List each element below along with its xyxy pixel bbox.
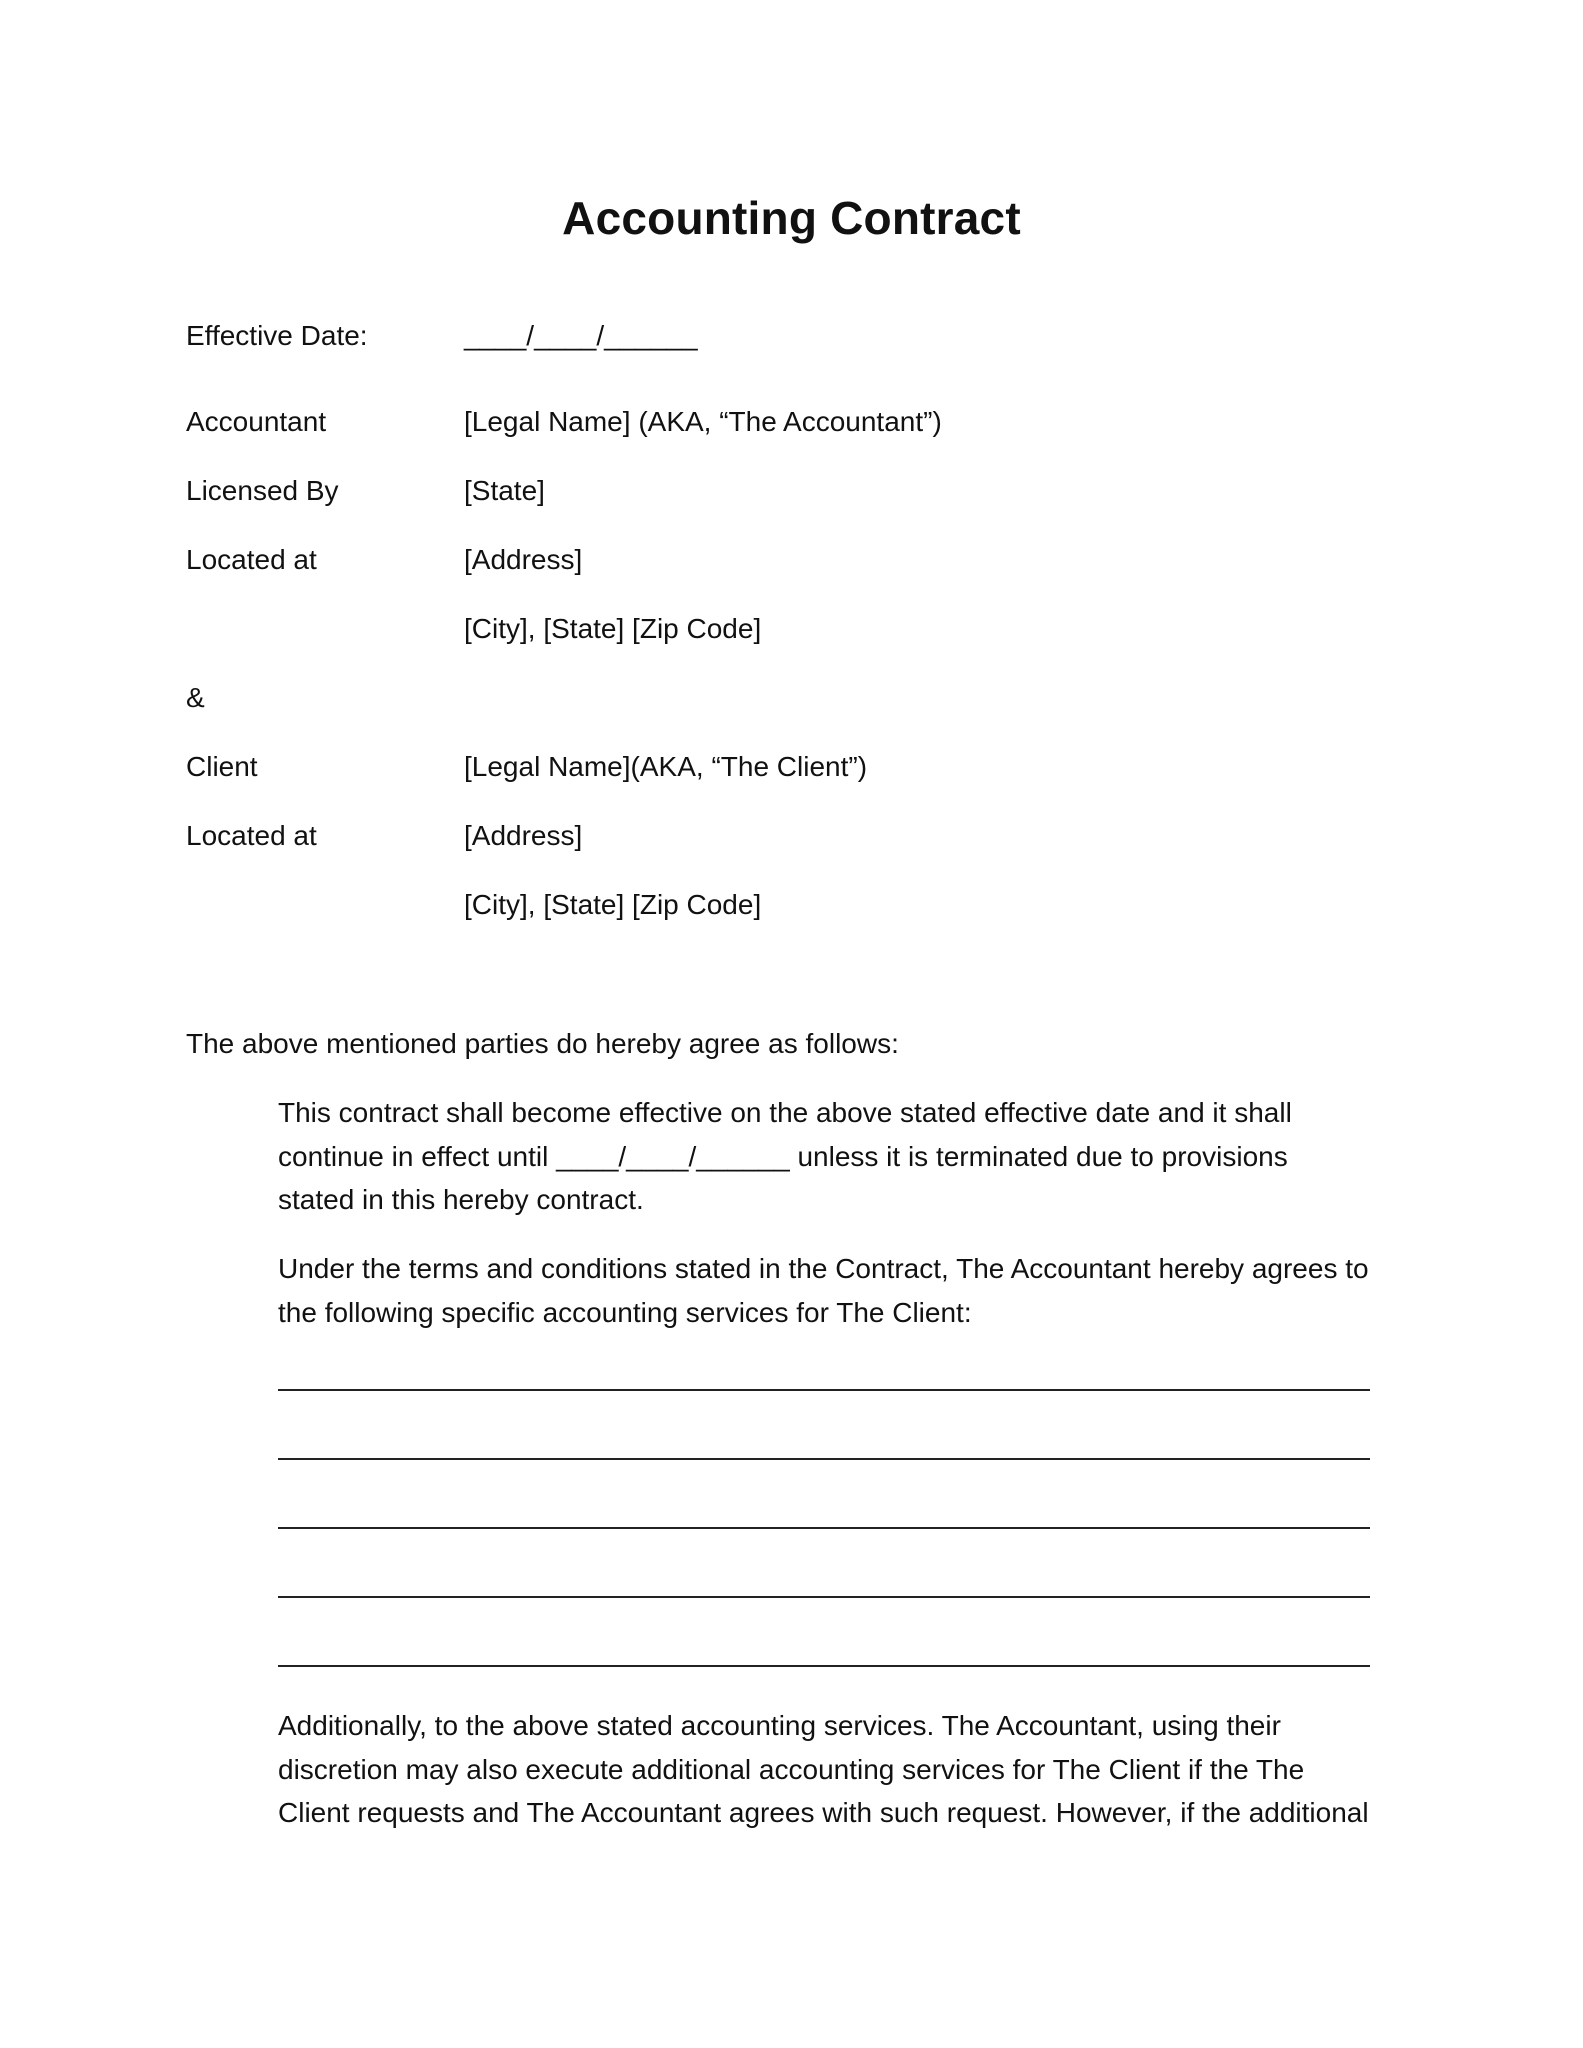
accountant-address-field: [Address] — [464, 544, 583, 575]
agreement-intro: The above mentioned parties do hereby agree as follows: — [186, 1028, 899, 1059]
service-blank-line[interactable] — [278, 1458, 1370, 1460]
service-blank-line[interactable] — [278, 1527, 1370, 1529]
licensed-by-field: [State] — [464, 475, 545, 506]
client-city-state-zip-field: [City], [State] [Zip Code] — [464, 889, 762, 920]
term-paragraph — [278, 1091, 1292, 1222]
additional-services-paragraph — [278, 1704, 1369, 1835]
additional-paragraph-line: Additionally, to the above stated accounting services. The Accountant, using their — [278, 1710, 1281, 1741]
services-paragraph-line: Under the terms and conditions stated in the Contract, The Accountant hereby agrees to — [278, 1253, 1369, 1284]
client-located-at-label: Located at — [186, 820, 317, 851]
services-paragraph-line: the following specific accounting services for The Client: — [278, 1296, 972, 1328]
service-blank-line[interactable] — [278, 1389, 1370, 1391]
service-blank-line[interactable] — [278, 1596, 1370, 1598]
effective-date-field[interactable]: ____/____/______ — [464, 320, 698, 351]
accountant-city-state-zip-field: [City], [State] [Zip Code] — [464, 613, 762, 644]
service-blank-line[interactable] — [278, 1665, 1370, 1667]
additional-paragraph-line: Client requests and The Accountant agrees with such request. However, if the additional — [278, 1797, 1369, 1828]
accountant-located-at-label: Located at — [186, 544, 317, 575]
client-name-field: [Legal Name](AKA, “The Client”) — [464, 751, 868, 782]
term-paragraph-line: continue in effect until ____/____/______ unless it is terminated due to provisions — [278, 1140, 1288, 1172]
accountant-label: Accountant — [186, 406, 327, 437]
licensed-by-label: Licensed By — [186, 475, 339, 506]
effective-date-label: Effective Date: — [186, 320, 368, 351]
additional-paragraph-line: discretion may also execute additional accounting services for The Client if the The — [278, 1753, 1305, 1785]
term-paragraph-line: stated in this hereby contract. — [278, 1184, 644, 1215]
services-paragraph — [278, 1247, 1369, 1334]
term-paragraph-line: This contract shall become effective on the above stated effective date and it shall — [278, 1097, 1292, 1128]
page-title: Accounting Contract — [562, 192, 1021, 244]
client-address-field: [Address] — [464, 820, 583, 851]
ampersand: & — [186, 682, 205, 713]
accountant-name-field: [Legal Name] (AKA, “The Accountant”) — [464, 406, 942, 437]
client-label: Client — [186, 751, 258, 782]
